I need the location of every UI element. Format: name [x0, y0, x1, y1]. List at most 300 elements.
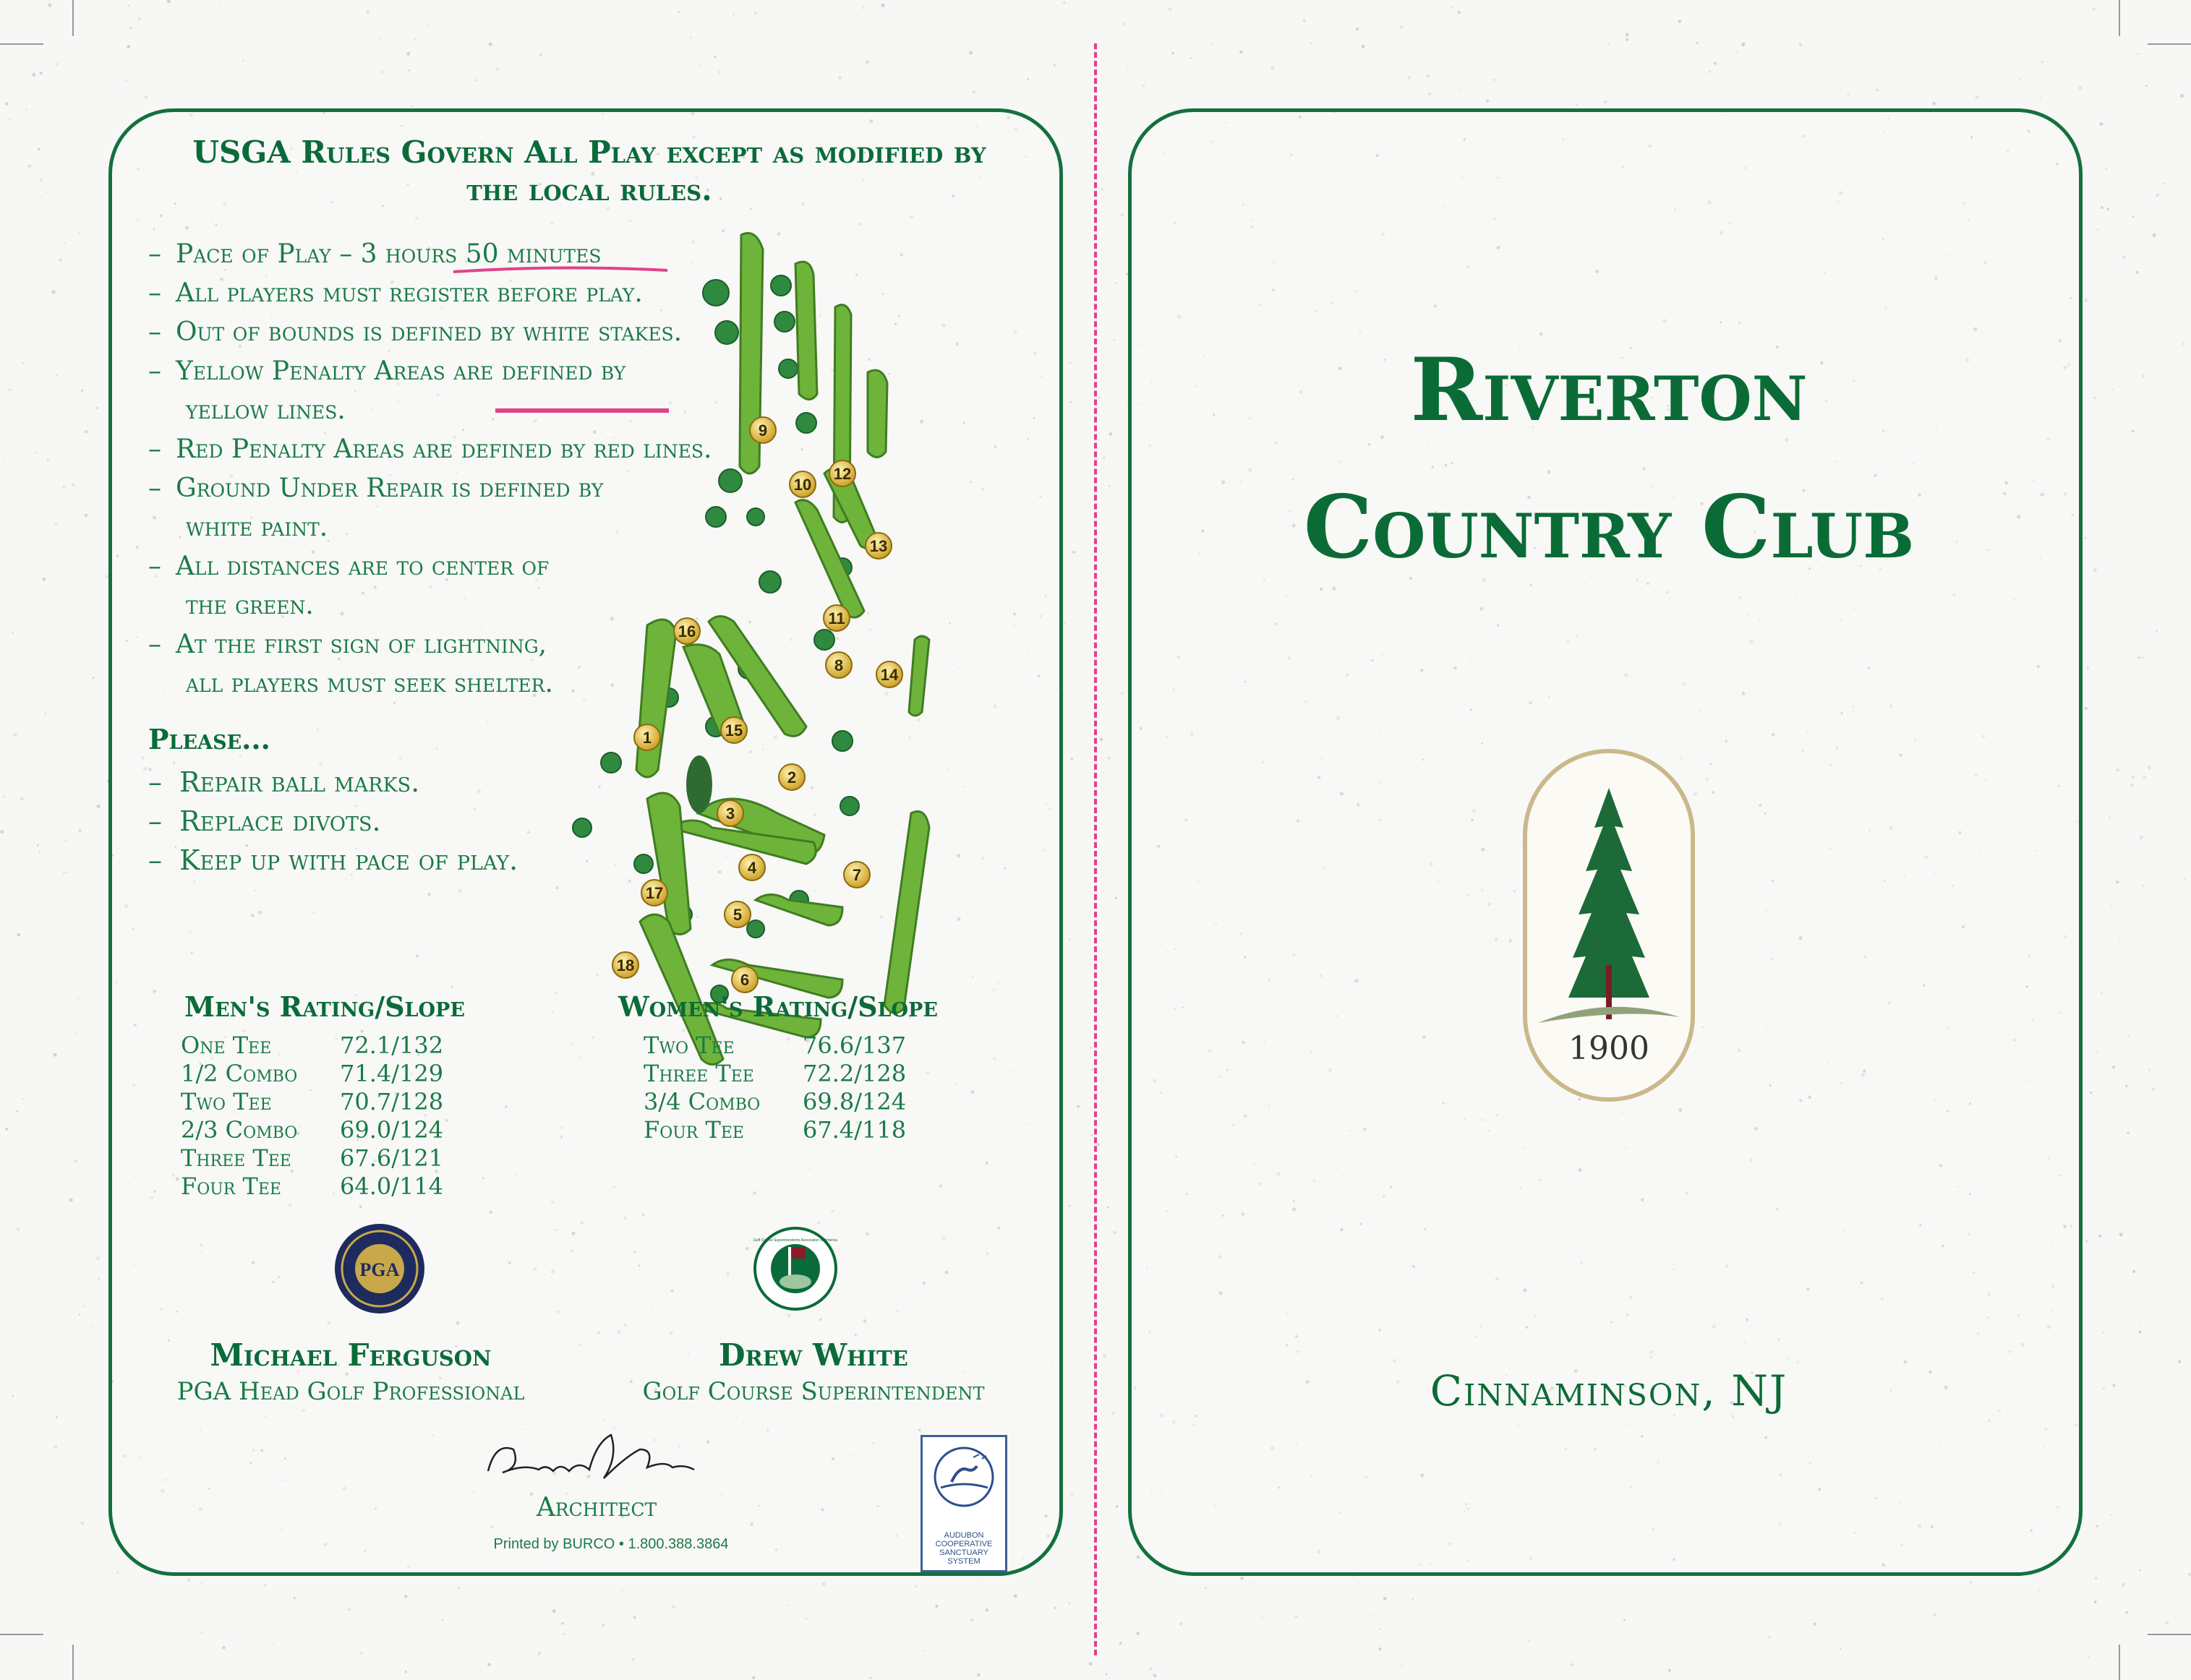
paper-speck: [754, 12, 757, 15]
club-location: Cinnaminson, NJ: [1430, 1366, 1788, 1415]
paper-speck: [863, 7, 865, 9]
paper-speck: [56, 63, 59, 65]
paper-speck: [2139, 1330, 2142, 1333]
paper-speck: [1847, 94, 1849, 96]
paper-speck: [1401, 1665, 1402, 1666]
rule-item: – Pace of Play – 3 hours 50 minutes: [148, 239, 602, 269]
paper-speck: [714, 56, 717, 59]
paper-speck: [2119, 941, 2120, 943]
paper-speck: [1111, 1412, 1114, 1415]
paper-speck: [1356, 27, 1359, 30]
paper-speck: [2164, 183, 2165, 184]
hole-marker-6: [732, 967, 758, 993]
paper-speck: [552, 1609, 556, 1613]
paper-speck: [1123, 22, 1125, 25]
paper-speck: [48, 4, 51, 7]
svg-text:13: 13: [869, 537, 888, 555]
paper-speck: [126, 1587, 127, 1589]
paper-speck: [33, 73, 36, 77]
paper-speck: [129, 26, 132, 29]
paper-speck: [2112, 1066, 2115, 1068]
club-name-line2: Country Club: [1303, 476, 1915, 578]
back-panel: [108, 108, 1063, 1576]
architect-label: Architect: [536, 1493, 657, 1522]
paper-speck: [95, 407, 98, 410]
club-emblem: [1522, 748, 1696, 1102]
paper-speck: [972, 90, 975, 94]
paper-speck: [1378, 1647, 1381, 1650]
rule-item: – All players must register before play.: [148, 278, 643, 308]
gcsaa-logo: [752, 1225, 839, 1312]
paper-speck: [127, 45, 130, 48]
paper-speck: [2102, 1332, 2104, 1334]
paper-speck: [1814, 1623, 1816, 1626]
paper-speck: [1103, 1354, 1106, 1358]
superintendent-name: Drew White: [719, 1337, 908, 1373]
paper-speck: [1411, 1598, 1413, 1599]
paper-speck: [1137, 1556, 1140, 1559]
paper-speck: [1153, 1674, 1157, 1678]
paper-speck: [2184, 878, 2186, 880]
svg-text:16: 16: [678, 622, 696, 640]
paper-speck: [405, 1671, 407, 1673]
paper-speck: [1362, 45, 1365, 48]
paper-speck: [51, 290, 55, 293]
paper-speck: [4, 459, 5, 460]
crop-mark: [0, 43, 43, 45]
paper-speck: [678, 11, 680, 13]
paper-speck: [924, 1650, 926, 1652]
paper-speck: [1027, 78, 1029, 80]
paper-speck: [1149, 1667, 1152, 1670]
paper-speck: [97, 805, 101, 808]
paper-speck: [1097, 1144, 1100, 1147]
paper-speck: [2125, 1611, 2128, 1614]
rule-item: – Red Penalty Areas are defined by red lines.: [148, 434, 712, 464]
paper-speck: [821, 1582, 825, 1586]
paper-speck: [1383, 1597, 1387, 1600]
paper-speck: [69, 1199, 73, 1202]
paper-speck: [1101, 188, 1103, 191]
paper-speck: [2135, 271, 2138, 274]
paper-speck: [1768, 1636, 1770, 1638]
paper-speck: [1576, 103, 1578, 106]
table-row: Three Tee 72.2/128: [644, 1060, 907, 1087]
paper-speck: [1294, 1615, 1297, 1618]
svg-text:4: 4: [747, 859, 757, 877]
paper-speck: [1107, 1207, 1109, 1209]
paper-speck: [2130, 784, 2133, 787]
paper-speck: [2127, 1036, 2129, 1037]
paper-speck: [1161, 23, 1163, 25]
paper-speck: [81, 390, 83, 392]
paper-speck: [74, 1539, 76, 1540]
paper-speck: [116, 1571, 119, 1574]
paper-speck: [2143, 776, 2146, 779]
paper-speck: [1270, 67, 1274, 70]
paper-speck: [2088, 1656, 2090, 1658]
paper-speck: [98, 1278, 100, 1280]
paper-speck: [1370, 1614, 1371, 1616]
crop-mark: [0, 1634, 43, 1635]
paper-speck: [1427, 74, 1430, 78]
crop-mark: [72, 0, 74, 36]
paper-speck: [46, 192, 48, 193]
paper-speck: [1069, 1602, 1070, 1603]
svg-text:17: 17: [645, 884, 664, 902]
paper-speck: [44, 713, 46, 715]
hole-marker-12: [829, 460, 855, 487]
paper-speck: [13, 733, 17, 737]
paper-speck: [2140, 1569, 2142, 1572]
hole-marker-18: [612, 952, 638, 978]
paper-speck: [2122, 256, 2126, 260]
pga-logo: [333, 1222, 427, 1316]
paper-speck: [1017, 1587, 1018, 1588]
paper-speck: [20, 797, 24, 800]
paper-speck: [22, 1098, 24, 1100]
paper-speck: [85, 514, 87, 517]
table-row: Three Tee 67.6/121: [181, 1144, 444, 1172]
rule-item: white paint.: [186, 513, 328, 542]
hole-marker-13: [866, 533, 892, 559]
paper-speck: [561, 1622, 564, 1625]
paper-speck: [1799, 43, 1803, 47]
paper-speck: [2178, 1360, 2181, 1363]
paper-speck: [75, 1032, 77, 1034]
paper-speck: [2152, 1087, 2155, 1090]
svg-text:15: 15: [725, 721, 743, 740]
paper-speck: [93, 1326, 94, 1327]
paper-speck: [733, 14, 735, 15]
paper-speck: [489, 43, 492, 46]
paper-speck: [2116, 768, 2119, 772]
svg-text:18: 18: [616, 956, 635, 974]
paper-speck: [1626, 33, 1629, 37]
course-map: [539, 206, 1161, 1095]
paper-speck: [1428, 93, 1431, 95]
paper-speck: [17, 1110, 19, 1113]
paper-speck: [1607, 43, 1610, 46]
paper-speck: [2084, 299, 2088, 302]
pro-title: PGA Head Golf Professional: [176, 1377, 525, 1406]
paper-speck: [85, 430, 87, 433]
paper-speck: [458, 1587, 461, 1590]
paper-speck: [42, 578, 46, 581]
paper-speck: [2097, 229, 2098, 231]
hole-marker-16: [674, 618, 700, 644]
hole-marker-2: [779, 764, 805, 790]
table-row: 3/4 Combo 69.8/124: [644, 1088, 907, 1115]
audubon-logo: [921, 1435, 1007, 1572]
paper-speck: [56, 374, 58, 377]
paper-speck: [752, 1676, 755, 1679]
hole-marker-17: [641, 880, 667, 906]
svg-text:12: 12: [833, 465, 852, 483]
rule-item: yellow lines.: [186, 395, 346, 425]
paper-speck: [2111, 905, 2113, 907]
paper-speck: [56, 1416, 58, 1418]
paper-speck: [300, 1673, 302, 1675]
paper-speck: [1932, 102, 1936, 106]
womens-rating-table: [644, 1032, 906, 1144]
paper-speck: [2188, 1573, 2191, 1577]
paper-speck: [93, 677, 95, 679]
paper-speck: [2090, 1092, 2093, 1094]
svg-text:3: 3: [725, 805, 735, 823]
paper-speck: [404, 1595, 407, 1598]
table-row: Two Tee 76.6/137: [644, 1032, 907, 1059]
founded-year: 1900: [1568, 1030, 1649, 1067]
hole-marker-11: [824, 605, 850, 631]
paper-speck: [1736, 51, 1738, 53]
paper-speck: [487, 1663, 491, 1666]
svg-text:9: 9: [758, 421, 768, 440]
audubon-text: AUDUBON COOPERATIVE SANCTUARY SYSTEM: [935, 1531, 993, 1566]
paper-speck: [1458, 88, 1459, 90]
paper-speck: [537, 1652, 541, 1655]
paper-speck: [441, 1619, 443, 1621]
paper-speck: [602, 1624, 605, 1627]
paper-speck: [1240, 1577, 1244, 1580]
rules-heading: USGA Rules Govern All Play except as modified by the local rules.: [192, 134, 986, 207]
hole-marker-9: [750, 417, 776, 443]
paper-speck: [2152, 233, 2156, 237]
paper-speck: [1068, 1204, 1071, 1207]
paper-speck: [427, 25, 430, 27]
paper-speck: [2142, 885, 2144, 887]
svg-text:Golf Course Superintendents As: Golf Course Superintendents Association of America: [753, 1238, 838, 1243]
paper-speck: [1604, 100, 1607, 103]
paper-speck: [672, 1606, 675, 1608]
paper-speck: [138, 17, 141, 20]
paper-speck: [1302, 20, 1306, 23]
paper-speck: [2019, 79, 2020, 80]
paper-speck: [2085, 1240, 2088, 1243]
paper-speck: [2103, 1387, 2105, 1389]
paper-speck: [59, 258, 62, 262]
paper-speck: [380, 38, 381, 40]
paper-speck: [17, 1228, 20, 1232]
hole-marker-15: [721, 717, 747, 743]
paper-speck: [2140, 1324, 2141, 1326]
paper-speck: [167, 0, 171, 3]
paper-speck: [9, 119, 11, 120]
paper-speck: [2040, 97, 2041, 98]
paper-speck: [367, 10, 370, 14]
paper-speck: [2125, 1085, 2127, 1087]
table-row: One Tee 72.1/132: [181, 1032, 444, 1059]
paper-speck: [2132, 215, 2135, 218]
paper-speck: [699, 65, 701, 67]
club-name-line1: Riverton: [1410, 339, 1808, 441]
paper-speck: [47, 459, 49, 461]
paper-speck: [1840, 1648, 1841, 1650]
paper-speck: [2093, 8, 2096, 11]
please-list: [148, 763, 518, 880]
paper-speck: [349, 1608, 351, 1611]
paper-speck: [2137, 656, 2141, 660]
paper-speck: [2113, 1384, 2116, 1387]
paper-speck: [1212, 43, 1214, 45]
paper-speck: [787, 1605, 789, 1606]
paper-speck: [1100, 1622, 1101, 1624]
mens-rating-title: Men's Rating/Slope: [184, 990, 465, 1023]
paper-speck: [2096, 1525, 2098, 1527]
paper-speck: [2156, 630, 2158, 632]
paper-speck: [1106, 1673, 1108, 1676]
paper-speck: [2122, 1583, 2125, 1587]
paper-speck: [935, 1605, 938, 1608]
paper-speck: [59, 1430, 60, 1431]
crop-mark: [2119, 0, 2120, 36]
rule-item: the green.: [186, 591, 314, 620]
paper-speck: [1261, 1616, 1263, 1618]
svg-text:PGA: PGA: [359, 1259, 400, 1280]
crop-mark: [2148, 43, 2191, 45]
paper-speck: [986, 1608, 989, 1612]
paper-speck: [1171, 52, 1174, 55]
paper-speck: [2112, 389, 2114, 390]
paper-speck: [915, 1585, 918, 1587]
rule-item: – Yellow Penalty Areas are defined by: [148, 356, 626, 386]
mens-rating-table: [181, 1032, 443, 1201]
paper-speck: [62, 485, 66, 489]
paper-speck: [475, 79, 477, 81]
paper-speck: [2167, 156, 2169, 158]
paper-speck: [79, 1313, 80, 1315]
paper-speck: [64, 242, 66, 244]
paper-speck: [2095, 1577, 2098, 1580]
crop-mark: [2148, 1634, 2191, 1635]
paper-speck: [0, 830, 4, 833]
paper-speck: [2093, 396, 2096, 399]
paper-speck: [2109, 817, 2111, 819]
paper-speck: [869, 1676, 872, 1679]
paper-speck: [2106, 207, 2109, 210]
paper-speck: [1054, 64, 1056, 67]
table-row: Two Tee 70.7/128: [181, 1088, 444, 1115]
club-name: [1175, 322, 2043, 596]
hole-marker-3: [717, 800, 743, 826]
paper-speck: [2148, 1068, 2151, 1071]
paper-speck: [408, 69, 410, 72]
paper-speck: [1168, 7, 1171, 11]
paper-speck: [1528, 1640, 1529, 1641]
paper-speck: [1458, 11, 1461, 14]
paper-speck: [1060, 1538, 1062, 1540]
paper-speck: [1678, 20, 1681, 23]
paper-speck: [2041, 61, 2044, 64]
please-item: – Repair ball marks.: [148, 766, 420, 798]
svg-text:11: 11: [828, 609, 845, 627]
paper-speck: [866, 61, 868, 64]
rule-item: all players must seek shelter.: [186, 669, 553, 698]
rule-item: – All distances are to center of: [148, 552, 550, 581]
paper-speck: [1136, 1632, 1140, 1635]
paper-speck: [1970, 1582, 1972, 1584]
paper-speck: [1709, 70, 1712, 73]
paper-speck: [79, 829, 81, 831]
architect-signature: [474, 1428, 719, 1486]
paper-speck: [96, 1256, 100, 1260]
paper-speck: [2142, 657, 2144, 659]
paper-speck: [1933, 1613, 1936, 1616]
paper-speck: [2148, 766, 2151, 769]
paper-speck: [2086, 667, 2089, 670]
paper-speck: [1571, 1663, 1573, 1666]
paper-speck: [977, 1673, 981, 1677]
paper-speck: [1179, 1622, 1183, 1626]
paper-speck: [1143, 85, 1145, 87]
paper-speck: [27, 164, 31, 168]
paper-speck: [1127, 69, 1128, 71]
paper-speck: [54, 523, 57, 526]
paper-speck: [2132, 776, 2135, 779]
fairways: [636, 233, 929, 1065]
paper-speck: [2079, 86, 2083, 90]
paper-speck: [35, 452, 38, 454]
paper-speck: [2145, 85, 2148, 87]
paper-speck: [970, 1619, 973, 1621]
table-row: 2/3 Combo 69.0/124: [181, 1116, 444, 1144]
paper-speck: [5, 1128, 8, 1131]
paper-speck: [222, 1646, 225, 1649]
table-row: 1/2 Combo 71.4/129: [181, 1060, 444, 1087]
paper-speck: [1116, 1505, 1119, 1508]
paper-speck: [3, 795, 5, 797]
paper-speck: [690, 36, 692, 38]
paper-speck: [1063, 1, 1066, 4]
paper-speck: [81, 1522, 85, 1525]
paper-speck: [563, 1633, 565, 1635]
paper-speck: [201, 1583, 202, 1585]
svg-text:1: 1: [642, 729, 652, 747]
paper-speck: [2116, 880, 2119, 883]
paper-speck: [1014, 1595, 1017, 1598]
paper-speck: [406, 52, 410, 56]
paper-speck: [82, 1306, 84, 1307]
paper-speck: [2085, 707, 2088, 710]
hole-marker-5: [725, 901, 751, 927]
svg-text:6: 6: [740, 971, 750, 989]
front-cover-panel: [1128, 108, 2083, 1576]
paper-speck: [2140, 836, 2143, 839]
paper-speck: [414, 38, 417, 40]
paper-speck: [1696, 42, 1699, 44]
paper-speck: [37, 844, 39, 847]
rule-item: – At the first sign of lightning,: [148, 630, 547, 659]
paper-speck: [1876, 89, 1879, 92]
pro-name: Michael Ferguson: [210, 1337, 492, 1373]
paper-speck: [9, 388, 12, 391]
paper-speck: [17, 933, 21, 937]
paper-speck: [1976, 95, 1979, 99]
paper-speck: [1407, 76, 1410, 79]
hole-marker-10: [790, 471, 816, 497]
paper-speck: [187, 1578, 191, 1582]
paper-speck: [2127, 1131, 2129, 1133]
svg-text:5: 5: [733, 906, 743, 924]
paper-speck: [65, 839, 67, 841]
paper-speck: [1205, 1587, 1208, 1590]
paper-speck: [2110, 1514, 2111, 1516]
paper-speck: [1089, 1662, 1093, 1666]
paper-speck: [39, 851, 40, 852]
paper-speck: [2132, 430, 2135, 433]
paper-speck: [497, 68, 499, 70]
paper-speck: [1119, 1642, 1122, 1645]
